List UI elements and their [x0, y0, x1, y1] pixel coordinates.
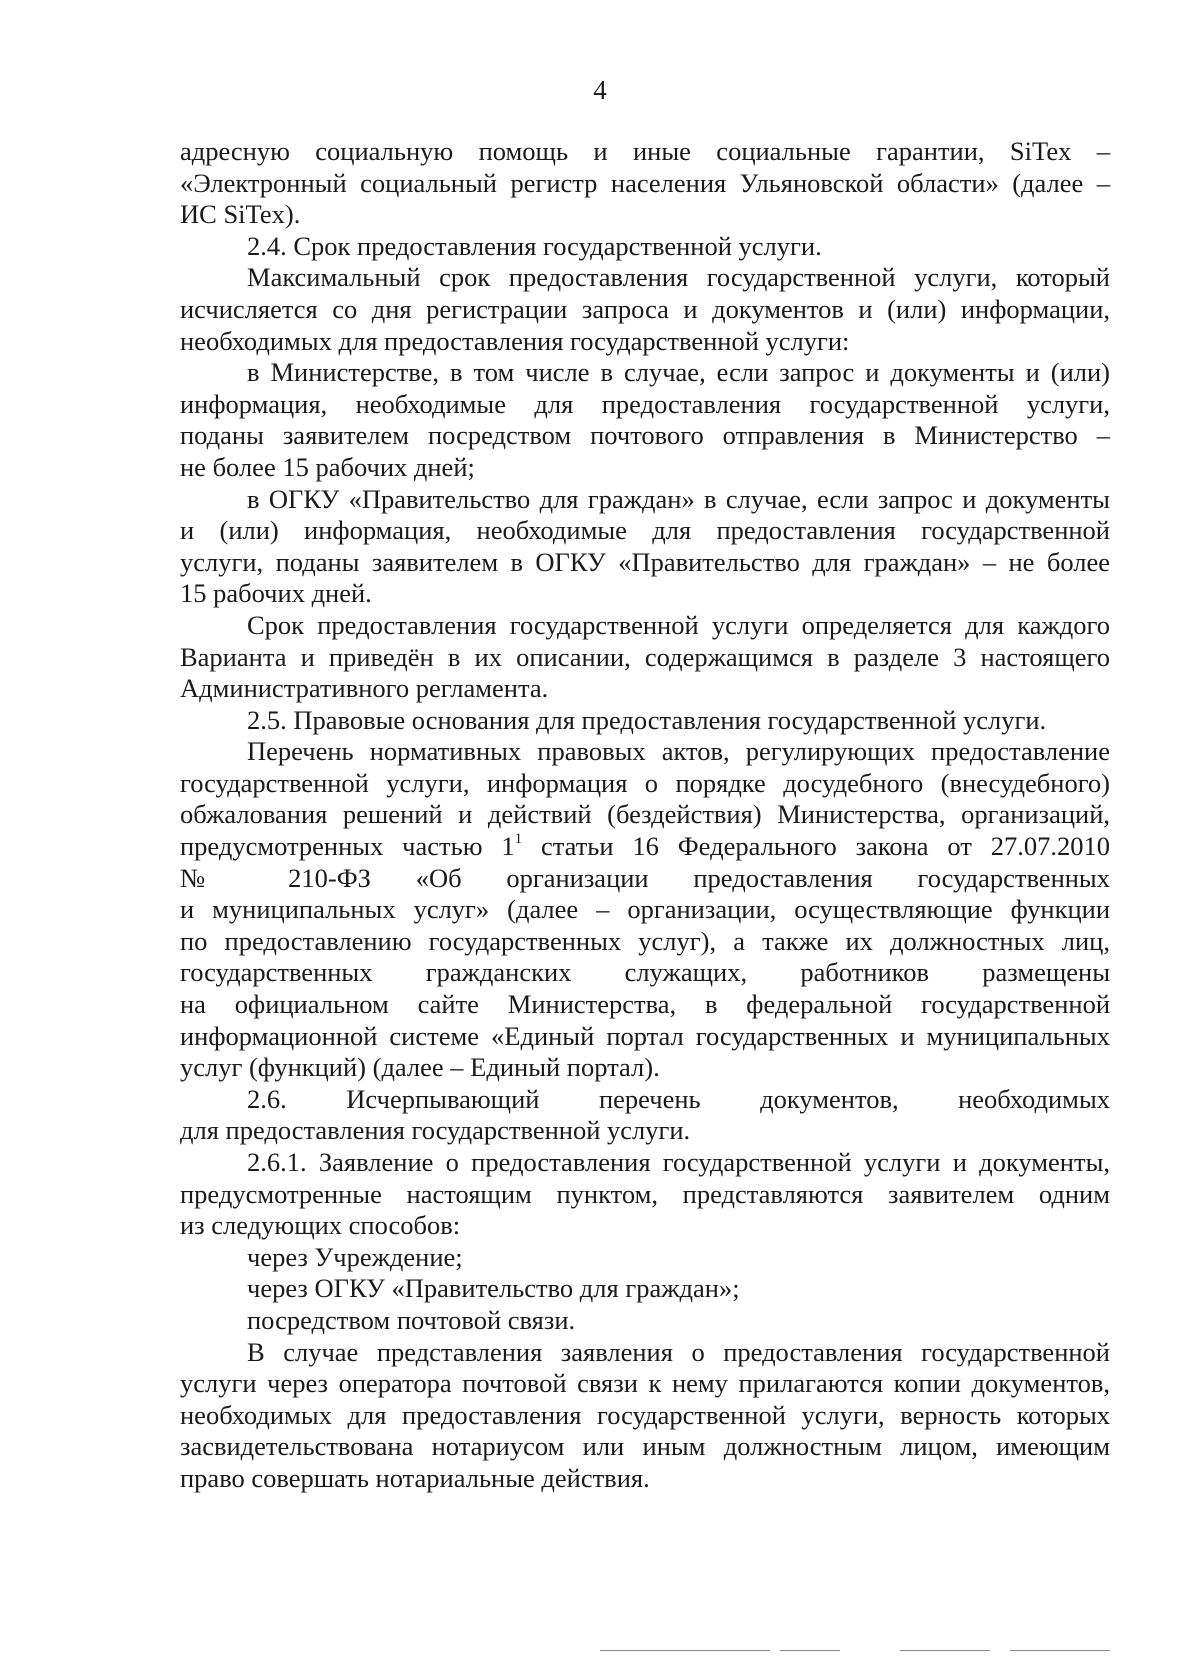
text-line: в ОГКУ «Правительство для граждан» в случае, если запрос и документы — [247, 483, 1110, 514]
text-line: информация, необходимые для предоставления государственной услуги, — [180, 388, 1110, 419]
text-line: через Учреждение; — [247, 1241, 463, 1272]
text-line: через ОГКУ «Правительство для граждан»; — [247, 1273, 740, 1304]
text-line: государственной услуги, информация о порядке досудебного (внесудебного) — [180, 767, 1110, 798]
text-line: и муниципальных услуг» (далее – организации, осуществляющие функции — [180, 894, 1110, 925]
text-line: на официальном сайте Министерства, в федеральной государственной — [180, 989, 1110, 1020]
text-line: Административного регламента. — [180, 673, 549, 704]
text-line: засвидетельствована нотариусом или иным должностным лицом, имеющим — [180, 1431, 1110, 1462]
footnote-superscript: 1 — [514, 831, 523, 848]
text-line: в Министерстве, в том числе в случае, если запрос и документы и (или) — [247, 357, 1110, 388]
text-line: услуги через оператора почтовой связи к нему прилагаются копии документов, — [180, 1368, 1110, 1399]
text-line: услуг (функций) (далее – Единый портал). — [180, 1052, 660, 1083]
text-line: 15 рабочих дней. — [180, 578, 372, 609]
text-line: «Электронный социальный регистр населения Ульяновской области» (далее – — [180, 167, 1110, 198]
footer-rule — [780, 1650, 840, 1651]
document-body — [180, 136, 1110, 1495]
text-line: и (или) информация, необходимые для предоставления государственной — [180, 515, 1110, 546]
text-line: Варианта и приведён в их описании, содержащимся в разделе 3 настоящего — [180, 641, 1110, 672]
text-line: не более 15 рабочих дней; — [180, 451, 475, 482]
text-fragment: статьи 16 Федерального закона от 27.07.2010 — [522, 831, 1110, 862]
text-line: предусмотренные настоящим пунктом, представляются заявителем одним — [180, 1178, 1110, 1209]
text-line: Перечень нормативных правовых актов, регулирующих предоставление — [247, 736, 1110, 767]
text-line: № 210-ФЗ «Об организации предоставления государственных — [180, 862, 1110, 893]
text-line: право совершать нотариальные действия. — [180, 1462, 650, 1493]
text-line: необходимых для предоставления государственной услуги: — [180, 325, 850, 356]
text-line: обжалования решений и действий (бездействия) Министерства, организаций, — [180, 799, 1110, 830]
footer-rule — [600, 1650, 770, 1651]
text-line: информационной системе «Единый портал государственных и муниципальных — [180, 1020, 1110, 1051]
text-line: необходимых для предоставления государственной услуги, верность которых — [180, 1399, 1110, 1430]
text-line: В случае представления заявления о предоставления государственной — [247, 1336, 1110, 1367]
text-line: 2.6. Исчерпывающий перечень документов, необходимых — [247, 1083, 1110, 1114]
text-line: Максимальный срок предоставления государственной услуги, который — [247, 262, 1110, 293]
text-line: исчисляется со дня регистрации запроса и документов и (или) информации, — [180, 293, 1110, 324]
text-line: 2.5. Правовые основания для предоставления государственной услуги. — [247, 704, 1047, 735]
footer-rule — [900, 1650, 990, 1651]
text-line: 2.4. Срок предоставления государственной услуги. — [247, 230, 822, 261]
text-line: государственных гражданских служащих, работников размещены — [180, 957, 1110, 988]
text-line: ИС SiTex). — [180, 199, 301, 230]
page-number: 4 — [593, 75, 607, 105]
text-line: из следующих способов: — [180, 1210, 461, 1241]
text-line — [180, 831, 1110, 863]
text-line: посредством почтовой связи. — [247, 1304, 576, 1335]
text-line: адресную социальную помощь и иные социальные гарантии, SiTex – — [180, 136, 1110, 166]
text-fragment: предусмотренных частью 1 — [180, 831, 515, 862]
text-line: поданы заявителем посредством почтового отправления в Министерство – — [180, 420, 1110, 451]
text-line: услуги, поданы заявителем в ОГКУ «Правительство для граждан» – не более — [180, 546, 1110, 577]
footer-rule — [1010, 1650, 1110, 1651]
text-line: Срок предоставления государственной услуги определяется для каждого — [247, 609, 1110, 640]
text-line: по предоставлению государственных услуг), а также их должностных лиц, — [180, 925, 1110, 956]
text-line: для предоставления государственной услуги. — [180, 1115, 691, 1146]
text-line: 2.6.1. Заявление о предоставления государственной услуги и документы, — [247, 1147, 1110, 1177]
